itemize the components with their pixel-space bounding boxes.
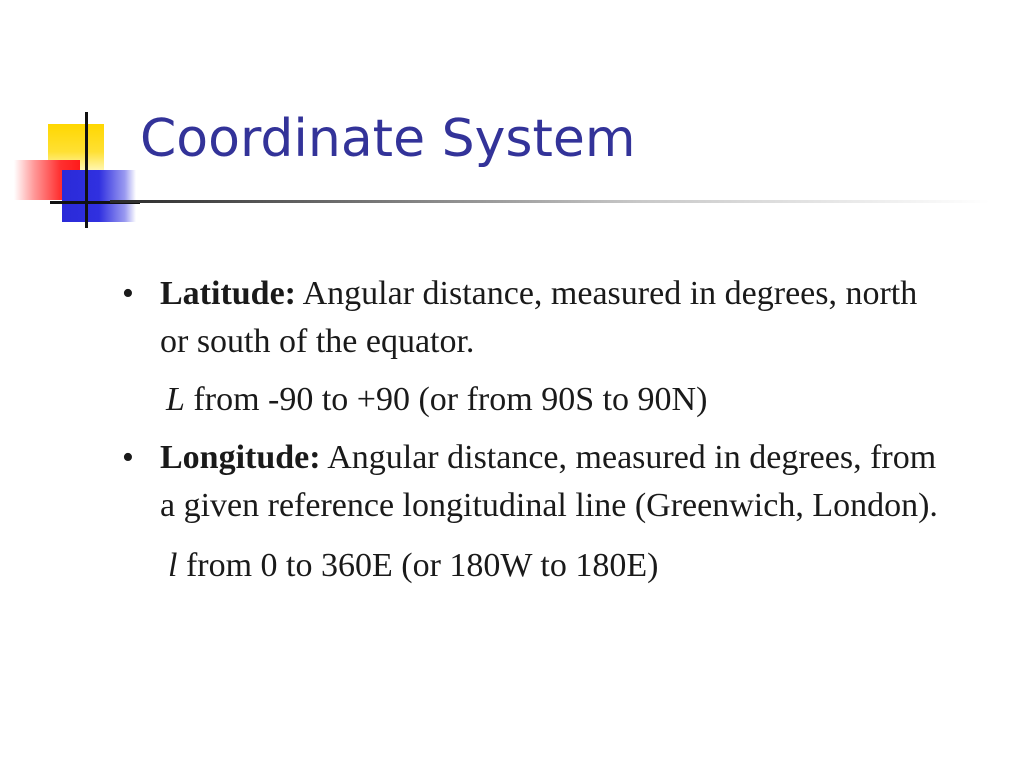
bullet-text: Angular distance, measured in degrees, north or south of the equator. — [160, 275, 918, 360]
bullet-marker: • — [122, 275, 134, 312]
logo-blue-square — [62, 170, 136, 222]
range-variable: L — [166, 381, 185, 418]
bullet-text: Angular distance, measured in degrees, from a given reference longitudinal line (Greenwich, London). — [160, 439, 938, 524]
logo-vertical-line — [85, 112, 88, 228]
range-text: from 0 to 360E (or 180W to 180E) — [177, 547, 659, 584]
bullet-term: Latitude: — [160, 275, 296, 312]
title-underline-rule — [110, 200, 990, 203]
latitude-range — [122, 376, 942, 424]
slide-title: Coordinate System — [140, 109, 636, 169]
slide-content — [122, 270, 942, 600]
longitude-range — [122, 542, 942, 590]
bullet-term: Longitude: — [160, 439, 321, 476]
bullet-marker: • — [122, 439, 134, 476]
range-text: from -90 to +90 (or from 90S to 90N) — [184, 381, 708, 418]
bullet-longitude — [122, 434, 942, 530]
bullet-latitude — [122, 270, 942, 366]
range-variable: l — [168, 547, 178, 584]
